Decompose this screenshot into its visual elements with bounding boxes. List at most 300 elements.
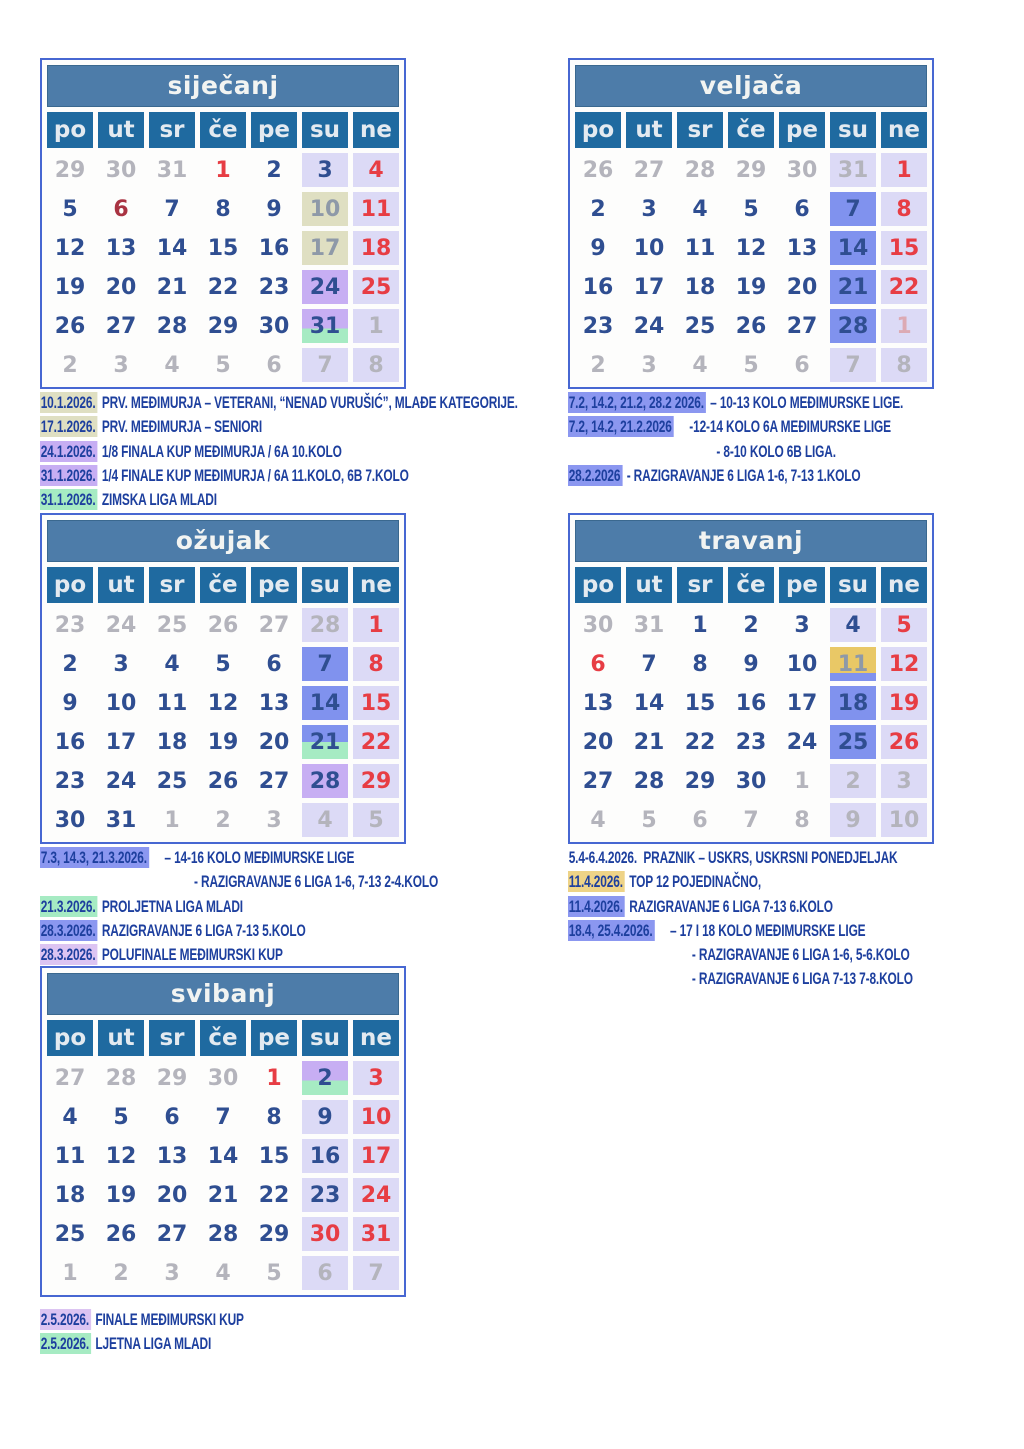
legend-date: 21.3.2026. — [40, 896, 98, 917]
day-cell: 19 — [207, 729, 239, 755]
day-cell: 30 — [54, 807, 86, 833]
legend-text: -12-14 KOLO 6A MEĐIMURSKE LIGE — [689, 417, 891, 437]
day-cell: 31 — [633, 612, 665, 638]
day-cell: 4 — [830, 608, 876, 642]
day-cell: 15 — [353, 686, 399, 720]
day-cell: 2 — [590, 196, 606, 222]
day-cell: 22 — [353, 725, 399, 759]
legend-text: ZIMSKA LIGA MLADI — [101, 490, 217, 510]
legend-text: TOP 12 POJEDINAČNO, — [629, 872, 762, 892]
day-cell: 2 — [302, 1061, 348, 1095]
legend-date: 31.1.2026. — [40, 465, 98, 486]
day-cell: 31 — [353, 1217, 399, 1251]
day-cell: 7 — [641, 651, 657, 677]
day-cell: 26 — [582, 157, 614, 183]
day-cell: 9 — [266, 196, 282, 222]
day-cell: 6 — [113, 196, 129, 222]
day-cell: 2 — [62, 651, 78, 677]
day-cell: 30 — [302, 1217, 348, 1251]
day-cell: 30 — [582, 612, 614, 638]
day-cell: 30 — [105, 157, 137, 183]
day-cell: 11 — [684, 235, 716, 261]
day-cell: 29 — [54, 157, 86, 183]
day-cell: 23 — [582, 313, 614, 339]
day-cell: 2 — [62, 352, 78, 378]
legend-date: 18.4, 25.4.2026. — [568, 920, 655, 941]
day-cell: 14 — [302, 686, 348, 720]
day-cell: 14 — [633, 690, 665, 716]
day-cell: 14 — [830, 231, 876, 265]
legend-text: - 8-10 KOLO 6B LIGA. — [716, 441, 836, 461]
day-cell: 15 — [684, 690, 716, 716]
weekday-header-row — [47, 112, 399, 148]
day-cell: 16 — [302, 1139, 348, 1173]
legend-text: RAZIGRAVANJE 6 LIGA 7-13 6.KOLO — [629, 896, 833, 916]
day-cell: 23 — [54, 768, 86, 794]
day-cell: 8 — [881, 348, 927, 382]
weekday-header: sr — [677, 567, 723, 603]
day-cell: 1 — [215, 157, 231, 183]
legend-row — [568, 870, 1024, 894]
day-cell: 11 — [830, 647, 876, 681]
legend-date: 10.1.2026. — [40, 392, 98, 413]
day-cell: 28 — [207, 1221, 239, 1247]
day-cell: 1 — [62, 1260, 78, 1286]
day-cell: 19 — [881, 686, 927, 720]
day-cell: 20 — [582, 729, 614, 755]
day-cell: 27 — [633, 157, 665, 183]
day-cell: 12 — [735, 235, 767, 261]
month-grid-veljaca — [575, 153, 927, 382]
weekday-header: su — [830, 112, 876, 148]
day-cell: 23 — [302, 1178, 348, 1212]
legend-date: 2.5.2026. — [40, 1333, 91, 1354]
legend-row — [40, 1308, 558, 1332]
weekday-header: če — [728, 112, 774, 148]
day-cell: 1 — [794, 768, 810, 794]
day-cell: 24 — [786, 729, 818, 755]
day-cell: 8 — [794, 807, 810, 833]
weekday-header: pe — [251, 567, 297, 603]
day-cell: 9 — [590, 235, 606, 261]
day-cell: 16 — [735, 690, 767, 716]
day-cell: 26 — [207, 612, 239, 638]
legend-date: 17.1.2026. — [40, 416, 98, 437]
legend-text: – 10-13 KOLO MEĐIMURSKE LIGE. — [710, 393, 904, 412]
legend-row — [40, 846, 558, 870]
legend-text: - RAZIGRAVANJE 6 LIGA 1-6, 7-13 2-4.KOLO — [194, 872, 439, 892]
day-cell: 20 — [258, 729, 290, 755]
day-cell: 8 — [353, 647, 399, 681]
day-cell: 26 — [735, 313, 767, 339]
day-cell: 23 — [735, 729, 767, 755]
day-cell: 31 — [302, 309, 348, 343]
day-cell: 25 — [54, 1221, 86, 1247]
weekday-header: ut — [626, 567, 672, 603]
day-cell: 4 — [164, 352, 180, 378]
day-cell: 3 — [353, 1061, 399, 1095]
legend-date: 2.5.2026. — [40, 1309, 91, 1330]
legend-veljaca — [568, 391, 1024, 488]
day-cell: 10 — [302, 192, 348, 226]
weekday-header: pe — [779, 112, 825, 148]
day-cell: 5 — [113, 1104, 129, 1130]
weekday-header: sr — [149, 1020, 195, 1056]
weekday-header: po — [575, 112, 621, 148]
day-cell: 7 — [302, 348, 348, 382]
legend-row — [568, 415, 1024, 439]
legend-text: PRV. MEĐIMURJA – SENIORI — [101, 417, 263, 437]
day-cell: 5 — [743, 352, 759, 378]
day-cell: 30 — [258, 313, 290, 339]
month-grid-svibanj — [47, 1061, 399, 1290]
day-cell: 30 — [786, 157, 818, 183]
legend-date: 28.3.2026. — [40, 944, 98, 965]
day-cell: 17 — [302, 231, 348, 265]
calendar-travanj — [568, 513, 934, 844]
weekday-header: po — [47, 1020, 93, 1056]
day-cell: 11 — [156, 690, 188, 716]
month-title-ozujak: ožujak — [47, 520, 399, 562]
legend-date: 11.4.2026. — [568, 871, 625, 892]
day-cell: 16 — [582, 274, 614, 300]
day-cell: 6 — [794, 352, 810, 378]
legend-row — [568, 919, 1024, 943]
day-cell: 15 — [881, 231, 927, 265]
legend-row — [568, 440, 1024, 464]
day-cell: 5 — [62, 196, 78, 222]
day-cell: 21 — [302, 725, 348, 759]
day-cell: 27 — [258, 612, 290, 638]
legend-date: 31.1.2026. — [40, 489, 98, 510]
day-cell: 2 — [743, 612, 759, 638]
day-cell: 6 — [590, 651, 606, 677]
day-cell: 23 — [258, 274, 290, 300]
calendar-ozujak — [40, 513, 406, 844]
day-cell: 9 — [830, 803, 876, 837]
day-cell: 22 — [881, 270, 927, 304]
day-cell: 6 — [794, 196, 810, 222]
legend-date: 24.1.2026. — [40, 441, 98, 462]
legend-row — [40, 870, 558, 894]
day-cell: 21 — [207, 1182, 239, 1208]
legend-text: 1/4 FINALE KUP MEĐIMURJA / 6A 11.KOLO, 6B 7.KOLO — [101, 465, 409, 485]
day-cell: 2 — [590, 352, 606, 378]
day-cell: 21 — [830, 270, 876, 304]
day-cell: 7 — [215, 1104, 231, 1130]
day-cell: 29 — [353, 764, 399, 798]
day-cell: 18 — [156, 729, 188, 755]
legend-row — [40, 440, 558, 464]
day-cell: 8 — [692, 651, 708, 677]
day-cell: 25 — [684, 313, 716, 339]
weekday-header: su — [830, 567, 876, 603]
legend-row — [40, 919, 558, 943]
day-cell: 12 — [105, 1143, 137, 1169]
weekday-header-row — [575, 567, 927, 603]
day-cell: 26 — [54, 313, 86, 339]
day-cell: 4 — [302, 803, 348, 837]
day-cell: 22 — [258, 1182, 290, 1208]
weekday-header: su — [302, 112, 348, 148]
day-cell: 28 — [302, 608, 348, 642]
weekday-header: pe — [779, 567, 825, 603]
day-cell: 3 — [113, 352, 129, 378]
day-cell: 9 — [62, 690, 78, 716]
day-cell: 25 — [353, 270, 399, 304]
legend-row — [40, 943, 558, 967]
day-cell: 28 — [633, 768, 665, 794]
month-title-sijecanj: siječanj — [47, 65, 399, 107]
day-cell: 1 — [881, 153, 927, 187]
day-cell: 18 — [830, 686, 876, 720]
day-cell: 1 — [353, 309, 399, 343]
weekday-header: ut — [98, 1020, 144, 1056]
legend-date: 7.2, 14.2, 21.2, 28.2 2026. — [568, 392, 706, 413]
day-cell: 4 — [353, 153, 399, 187]
day-cell: 30 — [735, 768, 767, 794]
day-cell: 7 — [830, 192, 876, 226]
day-cell: 24 — [302, 270, 348, 304]
day-cell: 30 — [207, 1065, 239, 1091]
day-cell: 28 — [156, 313, 188, 339]
day-cell: 5 — [353, 803, 399, 837]
day-cell: 2 — [113, 1260, 129, 1286]
day-cell: 27 — [258, 768, 290, 794]
weekday-header-row — [47, 567, 399, 603]
legend-text: - RAZIGRAVANJE 6 LIGA 7-13 7-8.KOLO — [691, 969, 913, 989]
weekday-header: su — [302, 567, 348, 603]
day-cell: 6 — [266, 651, 282, 677]
day-cell: 28 — [105, 1065, 137, 1091]
day-cell: 26 — [881, 725, 927, 759]
day-cell: 25 — [830, 725, 876, 759]
day-cell: 5 — [266, 1260, 282, 1286]
day-cell: 1 — [164, 807, 180, 833]
legend-row — [568, 391, 1024, 415]
day-cell: 25 — [156, 768, 188, 794]
day-cell: 1 — [881, 309, 927, 343]
weekday-header: če — [728, 567, 774, 603]
day-cell: 25 — [156, 612, 188, 638]
day-cell: 12 — [881, 647, 927, 681]
legend-text: 1/8 FINALA KUP MEĐIMURJA / 6A 10.KOLO — [101, 441, 342, 461]
day-cell: 1 — [692, 612, 708, 638]
day-cell: 7 — [302, 647, 348, 681]
legend-sijecanj — [40, 391, 558, 512]
weekday-header-row — [575, 112, 927, 148]
day-cell: 4 — [590, 807, 606, 833]
day-cell: 14 — [156, 235, 188, 261]
day-cell: 16 — [258, 235, 290, 261]
day-cell: 29 — [156, 1065, 188, 1091]
day-cell: 7 — [353, 1256, 399, 1290]
day-cell: 4 — [215, 1260, 231, 1286]
day-cell: 29 — [207, 313, 239, 339]
day-cell: 26 — [105, 1221, 137, 1247]
legend-row — [568, 895, 1024, 919]
weekday-header: sr — [149, 112, 195, 148]
day-cell: 6 — [692, 807, 708, 833]
legend-row — [568, 846, 1024, 870]
legend-text: - RAZIGRAVANJE 6 LIGA 1-6, 7-13 1.KOLO — [626, 465, 861, 485]
legend-text: POLUFINALE MEĐIMURSKI KUP — [101, 945, 283, 965]
day-cell: 24 — [105, 768, 137, 794]
day-cell: 7 — [830, 348, 876, 382]
day-cell: 7 — [164, 196, 180, 222]
legend-date: 5.4-6.4.2026. — [568, 848, 638, 867]
day-cell: 10 — [786, 651, 818, 677]
weekday-header: če — [200, 1020, 246, 1056]
day-cell: 3 — [641, 196, 657, 222]
day-cell: 27 — [105, 313, 137, 339]
legend-row — [40, 895, 558, 919]
day-cell: 6 — [164, 1104, 180, 1130]
weekday-header: pe — [251, 1020, 297, 1056]
day-cell: 17 — [633, 274, 665, 300]
day-cell: 21 — [633, 729, 665, 755]
legend-row — [568, 943, 1024, 967]
legend-row — [568, 464, 1024, 488]
day-cell: 9 — [302, 1100, 348, 1134]
day-cell: 13 — [786, 235, 818, 261]
calendar-veljaca — [568, 58, 934, 389]
day-cell: 13 — [258, 690, 290, 716]
day-cell: 1 — [266, 1065, 282, 1091]
day-cell: 13 — [156, 1143, 188, 1169]
day-cell: 2 — [215, 807, 231, 833]
day-cell: 10 — [633, 235, 665, 261]
day-cell: 2 — [266, 157, 282, 183]
day-cell: 21 — [156, 274, 188, 300]
day-cell: 12 — [207, 690, 239, 716]
day-cell: 18 — [353, 231, 399, 265]
day-cell: 14 — [207, 1143, 239, 1169]
legend-date: 28.2.2026 — [568, 465, 622, 486]
day-cell: 5 — [215, 352, 231, 378]
weekday-header: ut — [98, 567, 144, 603]
day-cell: 28 — [684, 157, 716, 183]
month-grid-sijecanj — [47, 153, 399, 382]
legend-svibanj — [40, 1308, 558, 1357]
day-cell: 11 — [54, 1143, 86, 1169]
calendar-svibanj — [40, 966, 406, 1297]
month-title-svibanj: svibanj — [47, 973, 399, 1015]
day-cell: 31 — [156, 157, 188, 183]
day-cell: 23 — [54, 612, 86, 638]
legend-text: PRV. MEĐIMURJA – VETERANI, “NENAD VURUŠIĆ”, MLAĐE KATEGORIJE. — [101, 393, 518, 412]
day-cell: 17 — [786, 690, 818, 716]
day-cell: 19 — [735, 274, 767, 300]
day-cell: 16 — [54, 729, 86, 755]
day-cell: 2 — [830, 764, 876, 798]
legend-ozujak — [40, 846, 558, 967]
weekday-header: pe — [251, 112, 297, 148]
day-cell: 8 — [266, 1104, 282, 1130]
weekday-header: ut — [98, 112, 144, 148]
day-cell: 1 — [353, 608, 399, 642]
day-cell: 28 — [302, 764, 348, 798]
weekday-header: če — [200, 112, 246, 148]
day-cell: 27 — [156, 1221, 188, 1247]
day-cell: 3 — [881, 764, 927, 798]
day-cell: 12 — [54, 235, 86, 261]
month-title-travanj: travanj — [575, 520, 927, 562]
day-cell: 19 — [54, 274, 86, 300]
day-cell: 18 — [54, 1182, 86, 1208]
weekday-header: po — [575, 567, 621, 603]
weekday-header: su — [302, 1020, 348, 1056]
day-cell: 11 — [353, 192, 399, 226]
weekday-header: sr — [149, 567, 195, 603]
day-cell: 29 — [735, 157, 767, 183]
day-cell: 8 — [353, 348, 399, 382]
weekday-header: če — [200, 567, 246, 603]
legend-row — [40, 391, 558, 415]
day-cell: 4 — [164, 651, 180, 677]
weekday-header: sr — [677, 112, 723, 148]
weekday-header: ne — [353, 567, 399, 603]
day-cell: 22 — [207, 274, 239, 300]
legend-text: – 17 I 18 KOLO MEĐIMURSKE LIGE — [669, 920, 866, 940]
day-cell: 5 — [215, 651, 231, 677]
legend-date: 7.2, 14.2, 21.2.2026 — [568, 416, 674, 437]
month-grid-ozujak — [47, 608, 399, 837]
day-cell: 8 — [881, 192, 927, 226]
legend-row — [40, 1332, 558, 1356]
day-cell: 3 — [302, 153, 348, 187]
day-cell: 3 — [113, 651, 129, 677]
day-cell: 29 — [684, 768, 716, 794]
day-cell: 6 — [266, 352, 282, 378]
legend-date: 11.4.2026. — [568, 896, 625, 917]
day-cell: 9 — [743, 651, 759, 677]
day-cell: 15 — [207, 235, 239, 261]
day-cell: 5 — [743, 196, 759, 222]
day-cell: 10 — [105, 690, 137, 716]
day-cell: 17 — [105, 729, 137, 755]
day-cell: 3 — [641, 352, 657, 378]
weekday-header: ne — [881, 567, 927, 603]
day-cell: 18 — [684, 274, 716, 300]
day-cell: 20 — [786, 274, 818, 300]
weekday-header-row — [47, 1020, 399, 1056]
day-cell: 3 — [266, 807, 282, 833]
weekday-header: ne — [353, 1020, 399, 1056]
calendar-sijecanj — [40, 58, 406, 389]
day-cell: 24 — [633, 313, 665, 339]
day-cell: 3 — [164, 1260, 180, 1286]
day-cell: 22 — [684, 729, 716, 755]
day-cell: 19 — [105, 1182, 137, 1208]
day-cell: 17 — [353, 1139, 399, 1173]
day-cell: 6 — [302, 1256, 348, 1290]
day-cell: 13 — [582, 690, 614, 716]
day-cell: 3 — [794, 612, 810, 638]
day-cell: 4 — [62, 1104, 78, 1130]
day-cell: 13 — [105, 235, 137, 261]
day-cell: 27 — [54, 1065, 86, 1091]
weekday-header: ne — [881, 112, 927, 148]
day-cell: 8 — [215, 196, 231, 222]
day-cell: 10 — [353, 1100, 399, 1134]
day-cell: 15 — [258, 1143, 290, 1169]
legend-row — [40, 464, 558, 488]
day-cell: 20 — [156, 1182, 188, 1208]
day-cell: 24 — [353, 1178, 399, 1212]
weekday-header: po — [47, 567, 93, 603]
legend-text: FINALE MEĐIMURSKI KUP — [95, 1310, 244, 1329]
